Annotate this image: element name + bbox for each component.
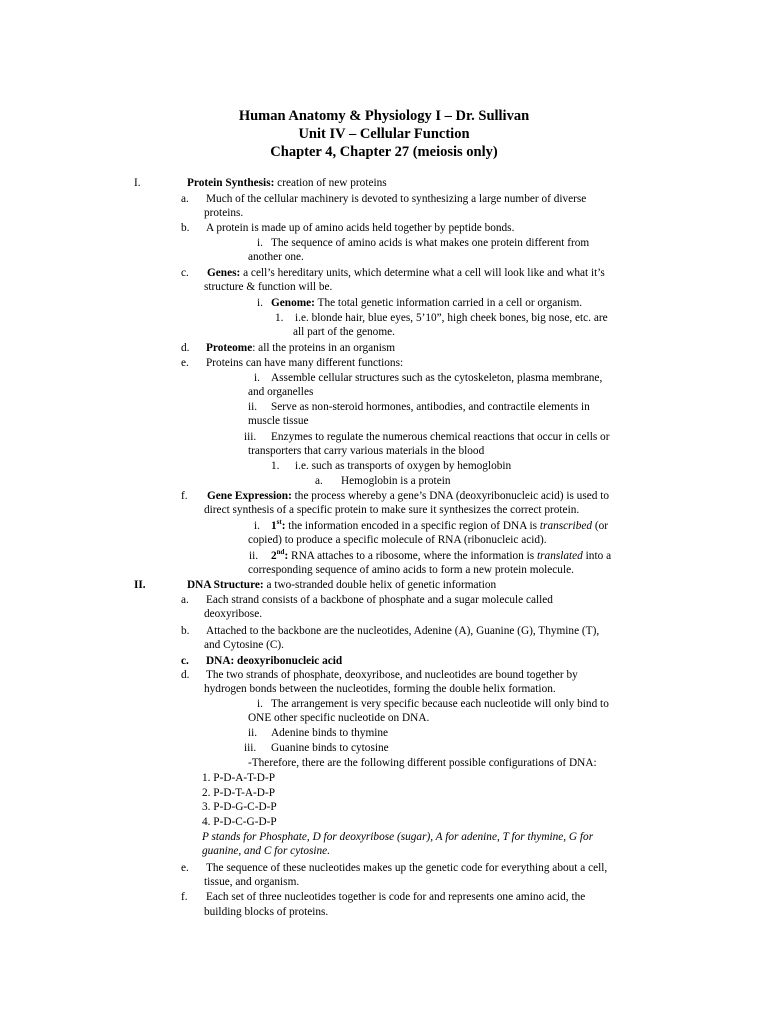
item-1e-iii-line1: Enzymes to regulate the numerous chemical reactions that occur in cells or bbox=[271, 431, 610, 443]
item-2a-line1: Each strand consists of a backbone of phosphate and a sugar molecule called bbox=[206, 594, 553, 606]
item-1e-i-line2: and organelles bbox=[248, 386, 314, 398]
item-1b-line1: A protein is made up of amino acids held together by peptide bonds. bbox=[206, 222, 515, 234]
item-2f-line1: Each set of three nucleotides together is code for and represents one amino acid, the bbox=[206, 891, 586, 903]
item-1c-line2: structure & function will be. bbox=[204, 281, 333, 293]
item-1f-i-colon: : bbox=[281, 520, 286, 532]
item-1f-ii-translated: translated bbox=[537, 550, 583, 562]
item-1e-ii-line2: muscle tissue bbox=[248, 415, 309, 427]
item-1f-ii-colon: : bbox=[284, 550, 289, 562]
item-1f-marker: f. bbox=[181, 490, 188, 502]
item-1a-line2: proteins. bbox=[204, 207, 244, 219]
item-1f-ii-marker: ii. bbox=[249, 550, 259, 562]
item-2c-line1: DNA: deoxyribonucleic acid bbox=[206, 655, 343, 667]
item-2d-ii-marker: ii. bbox=[248, 727, 258, 739]
item-2a-marker: a. bbox=[181, 594, 189, 606]
item-1f-i-line1 bbox=[271, 519, 608, 533]
chapter-title: Chapter 4, Chapter 27 (meiosis only) bbox=[270, 144, 498, 160]
item-2b-line1: Attached to the backbone are the nucleotides, Adenine (A), Guanine (G), Thymine (T), bbox=[206, 625, 600, 637]
section-1-heading bbox=[187, 176, 387, 190]
item-2d-marker: d. bbox=[181, 669, 190, 681]
item-2f-marker: f. bbox=[181, 891, 188, 903]
item-1c-i-term: Genome: bbox=[271, 297, 315, 309]
item-1f-ii-line1 bbox=[271, 549, 611, 563]
unit-title: Unit IV – Cellular Function bbox=[298, 126, 470, 142]
item-1e-iii-1-a-line1: Hemoglobin is a protein bbox=[341, 475, 451, 487]
item-1f-i-ordinal: 1 bbox=[271, 520, 277, 532]
item-1c-i-1-line1: i.e. blonde hair, blue eyes, 5’10”, high cheek bones, big nose, etc. are bbox=[295, 312, 608, 324]
item-2d-i-line1: The arrangement is very specific because each nucleotide will only bind to bbox=[271, 698, 609, 710]
item-2f-line2: building blocks of proteins. bbox=[204, 906, 329, 918]
item-2e-line1: The sequence of these nucleotides makes up the genetic code for everything about a cell, bbox=[206, 862, 608, 874]
item-1e-line1: Proteins can have many different functions: bbox=[206, 357, 404, 369]
item-1e-marker: e. bbox=[181, 357, 189, 369]
dna-config-2: 2. P-D-T-A-D-P bbox=[202, 787, 276, 799]
item-1f-i-marker: i. bbox=[254, 520, 260, 532]
item-1c-i-marker: i. bbox=[257, 297, 263, 309]
item-1f-ii-line2: corresponding sequence of amino acids to form a new protein molecule. bbox=[248, 564, 574, 576]
item-1c-line1 bbox=[207, 266, 605, 280]
item-1c-marker: c. bbox=[181, 267, 189, 279]
item-1d-term: Proteome bbox=[206, 342, 253, 354]
item-1c-i-def: The total genetic information carried in a cell or organism. bbox=[314, 297, 583, 309]
item-2d-iii-line1: Guanine binds to cytosine bbox=[271, 742, 389, 754]
section-1-number: I. bbox=[134, 177, 141, 189]
item-1b-marker: b. bbox=[181, 222, 190, 234]
item-1f-term: Gene Expression: bbox=[207, 490, 292, 502]
item-2d-line2: hydrogen bonds between the nucleotides, forming the double helix formation. bbox=[204, 683, 556, 695]
item-2d-note: -Therefore, there are the following different possible configurations of DNA: bbox=[248, 757, 597, 769]
dna-config-3: 3. P-D-G-C-D-P bbox=[202, 801, 277, 813]
item-1e-iii-marker: iii. bbox=[244, 431, 257, 443]
item-1f-def: the process whereby a gene’s DNA (deoxyribonucleic acid) is used to bbox=[291, 490, 610, 502]
item-2d-ii-line1: Adenine binds to thymine bbox=[271, 727, 389, 739]
item-1e-iii-1-marker: 1. bbox=[271, 460, 280, 472]
item-1e-ii-line1: Serve as non-steroid hormones, antibodies, and contractile elements in bbox=[271, 401, 590, 413]
item-2e-line2: tissue, and organism. bbox=[204, 876, 300, 888]
item-1f-ii-ordinal: 2 bbox=[271, 550, 277, 562]
item-1b-i-marker: i. bbox=[257, 237, 263, 249]
item-1f-ii-text-b: into a bbox=[582, 550, 612, 562]
item-1c-term: Genes: bbox=[207, 267, 241, 279]
item-1f-line1 bbox=[207, 489, 609, 503]
item-1f-ii-text-a: RNA attaches to a ribosome, where the information is bbox=[288, 550, 538, 562]
course-title: Human Anatomy & Physiology I – Dr. Sullivan bbox=[238, 108, 530, 124]
item-1f-i-line2: copied) to produce a specific molecule of RNA (ribonucleic acid). bbox=[248, 534, 547, 546]
item-2e-marker: e. bbox=[181, 862, 189, 874]
item-2c-marker: c. bbox=[181, 655, 189, 667]
item-2a-line2: deoxyribose. bbox=[204, 608, 263, 620]
item-1f-i-text-b: (or bbox=[592, 520, 609, 532]
item-1d-def: : all the proteins in an organism bbox=[252, 342, 396, 354]
item-1e-iii-1-line1: i.e. such as transports of oxygen by hemoglobin bbox=[295, 460, 512, 472]
item-2b-marker: b. bbox=[181, 625, 190, 637]
item-1e-iii-1-a-marker: a. bbox=[315, 475, 323, 487]
item-1d-marker: d. bbox=[181, 342, 190, 354]
item-1b-i-line2: another one. bbox=[248, 251, 304, 263]
item-2d-iii-marker: iii. bbox=[244, 742, 257, 754]
dna-legend-line1: P stands for Phosphate, D for deoxyribose (sugar), A for adenine, T for thymine, G for bbox=[202, 831, 594, 843]
item-1e-i-marker: i. bbox=[254, 372, 260, 384]
section-2-number: II. bbox=[134, 579, 146, 591]
item-1f-i-ordinal-suffix: st bbox=[276, 518, 282, 527]
dna-config-4: 4. P-D-C-G-D-P bbox=[202, 816, 277, 828]
section-1-def: creation of new proteins bbox=[274, 177, 387, 189]
item-1f-i-transcribed: transcribed bbox=[539, 520, 593, 532]
item-2d-line1: The two strands of phosphate, deoxyribose, and nucleotides are bound together by bbox=[206, 669, 578, 681]
item-1f-i-text-a: the information encoded in a specific region of DNA is bbox=[285, 520, 540, 532]
item-1c-i-line1 bbox=[271, 296, 582, 310]
item-1e-ii-marker: ii. bbox=[248, 401, 258, 413]
item-1e-iii-line2: transporters that carry various materials in the blood bbox=[248, 445, 485, 457]
item-1b-i-line1: The sequence of amino acids is what makes one protein different from bbox=[271, 237, 590, 249]
item-1d-line1 bbox=[206, 341, 395, 355]
item-1c-def: a cell’s hereditary units, which determine what a cell will look like and what it’s bbox=[240, 267, 605, 279]
item-2d-i-marker: i. bbox=[257, 698, 263, 710]
item-1f-line2: direct synthesis of a specific protein to make sure it synthesizes the correct protein. bbox=[204, 504, 580, 516]
item-2b-line2: and Cytosine (C). bbox=[204, 639, 285, 651]
section-2-heading bbox=[187, 578, 496, 592]
item-1c-i-1-marker: 1. bbox=[275, 312, 284, 324]
item-1a-line1: Much of the cellular machinery is devoted to synthesizing a large number of diverse bbox=[206, 193, 587, 205]
section-1-term: Protein Synthesis: bbox=[187, 177, 275, 189]
item-2d-i-line2: ONE other specific nucleotide on DNA. bbox=[248, 712, 430, 724]
dna-legend-line2: guanine, and C for cytosine. bbox=[202, 845, 331, 857]
item-1a-marker: a. bbox=[181, 193, 189, 205]
item-1e-i-line1: Assemble cellular structures such as the cytoskeleton, plasma membrane, bbox=[271, 372, 603, 384]
section-2-term: DNA Structure: bbox=[187, 579, 264, 591]
item-1c-i-1-line2: all part of the genome. bbox=[293, 326, 395, 338]
section-2-def: a two-stranded double helix of genetic information bbox=[263, 579, 497, 591]
dna-config-1: 1. P-D-A-T-D-P bbox=[202, 772, 276, 784]
item-1f-ii-ordinal-suffix: nd bbox=[276, 548, 285, 557]
